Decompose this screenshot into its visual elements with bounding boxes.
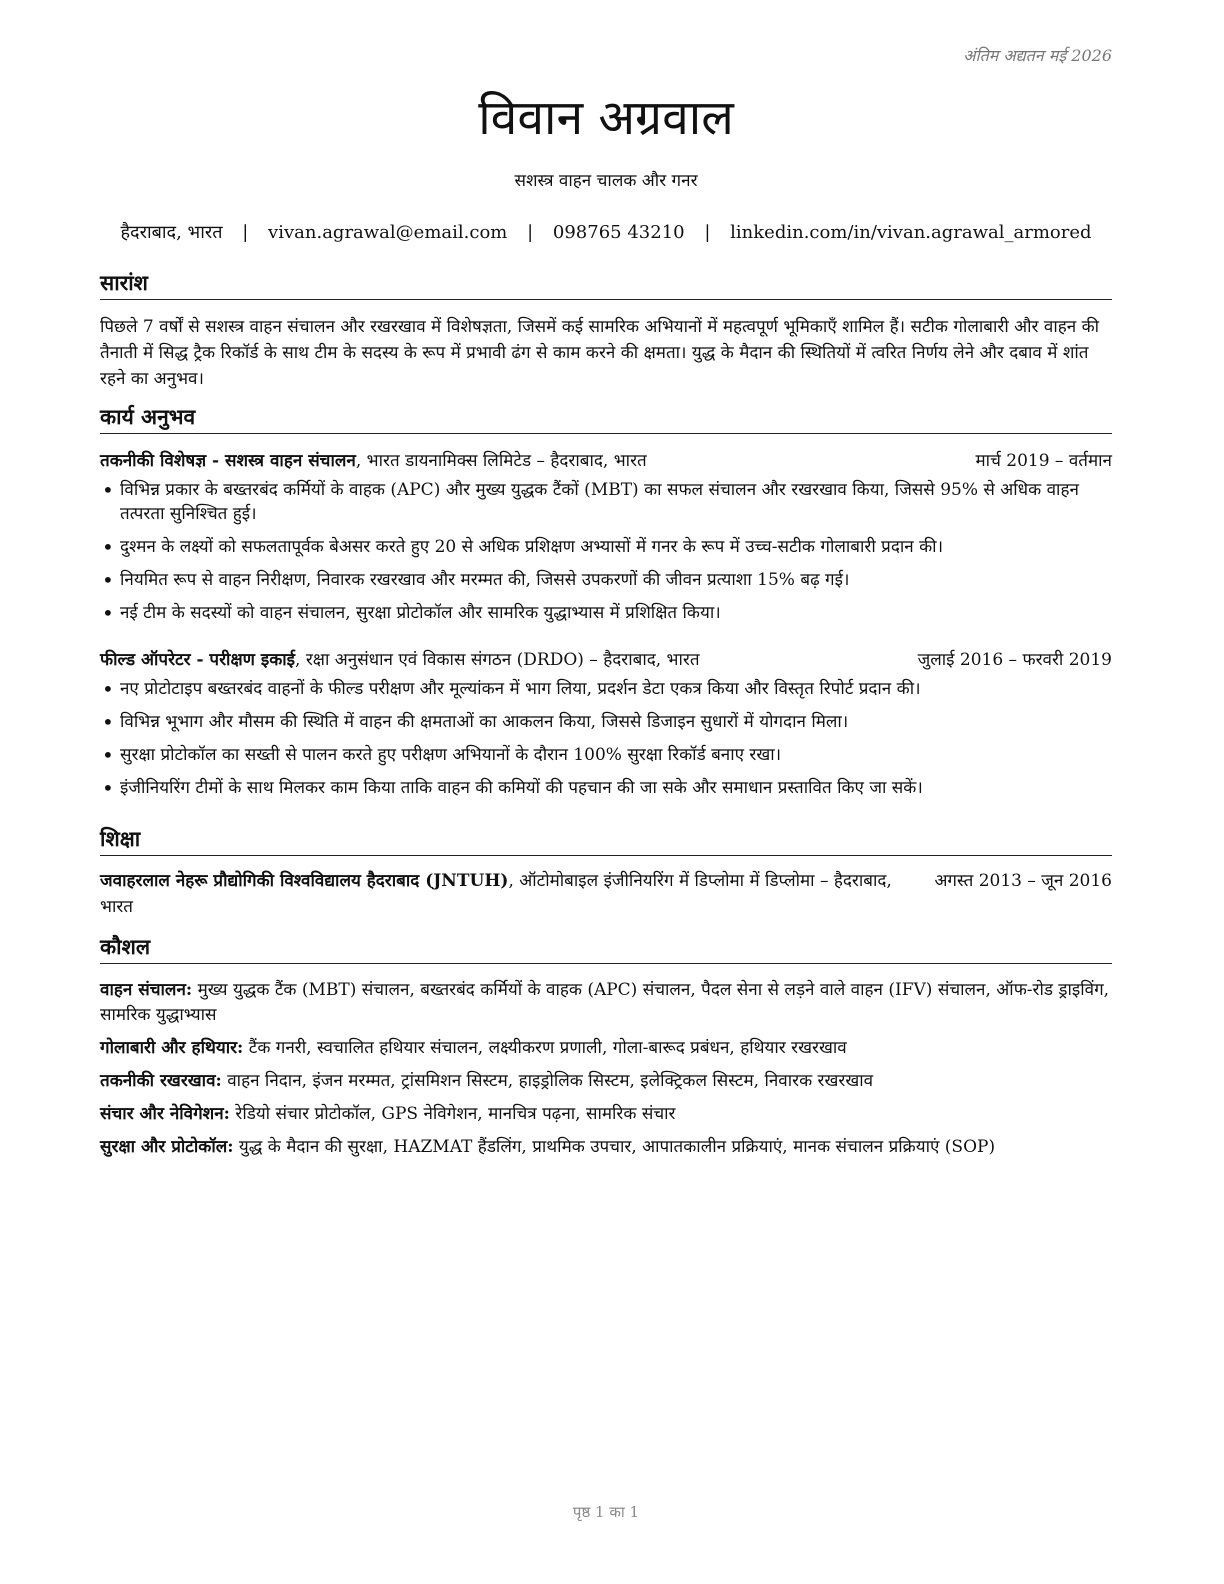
job-header — [100, 448, 1112, 474]
skill-label: वाहन संचालन: — [100, 980, 193, 1000]
skill-text: वाहन निदान, इंजन मरम्मत, ट्रांसमिशन सिस्टम, हाइड्रोलिक सिस्टम, इलेक्ट्रिकल सिस्टम, निवारक रखरखाव — [221, 1071, 874, 1091]
contact-line — [100, 220, 1112, 244]
list-item: • सुरक्षा प्रोटोकॉल का सख्ती से पालन करते हुए परीक्षण अभियानों के दौरान 100% सुरक्षा रिकॉर्ड बनाए रखा। — [100, 743, 1112, 767]
list-item: • इंजीनियरिंग टीमों के साथ मिलकर काम किया ताकि वाहन की कमियों की पहचान की जा सके और समाधान प्रस्तावित किए जा सकें। — [100, 776, 1112, 800]
list-item: • विभिन्न भूभाग और मौसम की स्थिति में वाहन की क्षमताओं का आकलन किया, जिससे डिजाइन सुधारों में योगदान मिला। — [100, 710, 1112, 734]
skills-section — [100, 934, 1112, 1160]
skill-row — [100, 1102, 1112, 1127]
education-school-detail — [100, 868, 900, 920]
job-org: , भारत डायनामिक्स लिमिटेड – हैदराबाद, भारत — [355, 451, 647, 471]
job-role-org — [100, 448, 647, 474]
summary-title: सारांश — [100, 270, 1112, 300]
education-school: जवाहरलाल नेहरू प्रौद्योगिकी विश्वविद्यालय हैदराबाद (JNTUH) — [100, 871, 509, 891]
job-org: , रक्षा अनुसंधान एवं विकास संगठन (DRDO) – हैदराबाद, भारत — [295, 650, 700, 670]
resume-page — [100, 0, 1112, 1584]
contact-linkedin[interactable]: linkedin.com/in/vivan.agrawal_armored — [730, 222, 1092, 243]
list-item: • नियमित रूप से वाहन निरीक्षण, निवारक रखरखाव और मरम्मत की, जिससे उपकरणों की जीवन प्रत्याशा 15% बढ़ गई। — [100, 568, 1112, 592]
skill-text: मुख्य युद्धक टैंक (MBT) संचालन, बख्तरबंद कर्मियों के वाहक (APC) संचालन, पैदल सेना से लड़ने वाले वाहन (IFV) संचालन, ऑफ-रोड ड्राइविंग, सामरिक युद्धाभ्यास — [100, 980, 1110, 1025]
summary-text: पिछले 7 वर्षों से सशस्त्र वाहन संचालन और रखरखाव में विशेषज्ञता, जिसमें कई सामरिक अभियानों में महत्वपूर्ण भूमिकाएँ शामिल हैं। सटीक गोलाबारी और वाहन की तैनाती में सिद्ध ट्रैक रिकॉर्ड के साथ टीम के सदस्य के रूप में प्रभावी ढंग से काम करने की क्षमता। युद्ध के मैदान की स्थितियों में त्वरित निर्णय लेने और दबाव में शांत रहने का अनुभव। — [100, 317, 1100, 389]
experience-title: कार्य अनुभव — [100, 404, 1112, 434]
job-bullets — [100, 478, 1112, 625]
job-role: फील्ड ऑपरेटर - परीक्षण इकाई — [100, 650, 296, 670]
contact-separator: | — [242, 222, 249, 243]
job-dates: जुलाई 2016 – फरवरी 2019 — [917, 650, 1112, 670]
list-item: • नई टीम के सदस्यों को वाहन संचालन, सुरक्षा प्रोटोकॉल और सामरिक युद्धाभ्यास में प्रशिक्षित किया। — [100, 601, 1112, 625]
education-detail: , ऑटोमोबाइल इंजीनियरिंग में डिप्लोमा में डिप्लोमा – हैदराबाद, भारत — [100, 871, 892, 917]
candidate-name: विवान अग्रवाल — [478, 90, 734, 146]
contact-email[interactable]: vivan.agrawal@email.com — [268, 222, 508, 243]
job-title: सशस्त्र वाहन चालक और गनर — [514, 171, 698, 191]
job-role-org — [100, 647, 700, 673]
skill-row — [100, 978, 1112, 1028]
last-updated: अंतिम अद्यतन मई 2026 — [963, 46, 1112, 65]
contact-phone: 098765 43210 — [552, 222, 685, 243]
education-row — [100, 868, 1112, 920]
job-bullets — [100, 677, 1112, 800]
skill-row — [100, 1069, 1112, 1094]
education-section — [100, 826, 1112, 920]
skill-text: टैंक गनरी, स्वचालित हथियार संचालन, लक्ष्यीकरण प्रणाली, गोला-बारूद प्रबंधन, हथियार रखरखाव — [243, 1038, 847, 1058]
page-number: पृष्ठ 1 का 1 — [572, 1503, 640, 1521]
list-item: • विभिन्न प्रकार के बख्तरबंद कर्मियों के वाहक (APC) और मुख्य युद्धक टैंकों (MBT) का सफल संचालन और रखरखाव किया, जिससे 95% से अधिक वाहन तत्परता सुनिश्चित हुई। — [100, 478, 1112, 526]
skill-row — [100, 1036, 1112, 1061]
job-role: तकनीकी विशेषज्ञ - सशस्त्र वाहन संचालन — [100, 451, 356, 471]
education-dates: अगस्त 2013 – जून 2016 — [934, 871, 1112, 891]
summary-section — [100, 270, 1112, 392]
skill-label: सुरक्षा और प्रोटोकॉल: — [100, 1137, 234, 1157]
job-header — [100, 647, 1112, 673]
skill-text: रेडियो संचार प्रोटोकॉल, GPS नेविगेशन, मानचित्र पढ़ना, सामरिक संचार — [229, 1104, 676, 1124]
skills-title: कौशल — [100, 934, 1112, 964]
contact-location: हैदराबाद, भारत — [120, 222, 223, 243]
skill-label: गोलाबारी और हथियार: — [100, 1038, 244, 1058]
skill-label: तकनीकी रखरखाव: — [100, 1071, 222, 1091]
skill-label: संचार और नेविगेशन: — [100, 1104, 230, 1124]
list-item: • नए प्रोटोटाइप बख्तरबंद वाहनों के फील्ड परीक्षण और मूल्यांकन में भाग लिया, प्रदर्शन डेटा एकत्र किया और विस्तृत रिपोर्ट प्रदान की। — [100, 677, 1112, 701]
contact-separator: | — [527, 222, 534, 243]
job-dates: मार्च 2019 – वर्तमान — [975, 451, 1112, 471]
list-item: • दुश्मन के लक्ष्यों को सफलतापूर्वक बेअसर करते हुए 20 से अधिक प्रशिक्षण अभ्यासों में गनर के रूप में उच्च-सटीक गोलाबारी प्रदान की। — [100, 535, 1112, 559]
skill-text: युद्ध के मैदान की सुरक्षा, HAZMAT हैंडलिंग, प्राथमिक उपचार, आपातकालीन प्रक्रियाएं, मानक संचालन प्रक्रियाएं (SOP) — [233, 1137, 996, 1157]
contact-separator: | — [704, 222, 711, 243]
skill-row — [100, 1135, 1112, 1160]
education-title: शिक्षा — [100, 826, 1112, 856]
experience-section — [100, 404, 1112, 809]
